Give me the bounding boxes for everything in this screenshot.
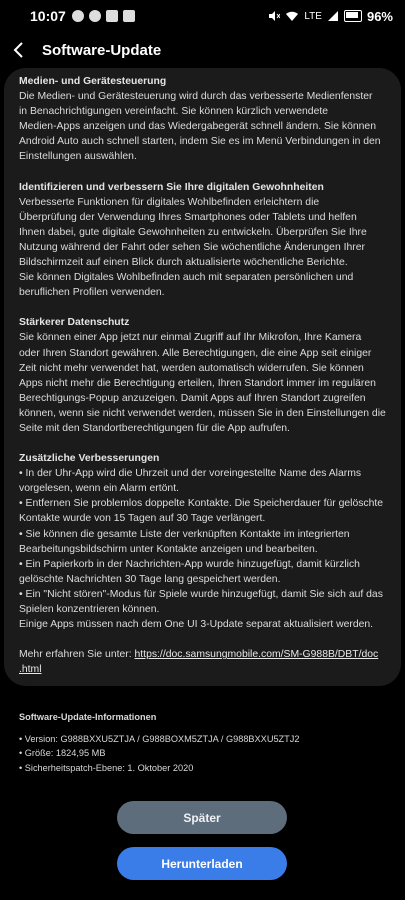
- section-text: können, wenn sie nicht verwendet werden, müssen Sie in den Einstellungen die: [19, 407, 386, 419]
- signal-icon: [327, 10, 339, 22]
- section-text: Verbesserte Funktionen für digitales Wohlbefinden erleichtern die: [19, 196, 320, 208]
- section-text: Ihnen dabei, gute digitale Gewohnheiten zu entwickeln. Überprüfen Sie Ihre: [19, 226, 367, 238]
- section-title: Zusätzliche Verbesserungen: [19, 453, 160, 465]
- section-text: Überprüfung der Verwendung Ihres Smartphones oder Tablets und helfen: [19, 211, 357, 223]
- more-info-line: [19, 662, 387, 677]
- section-digital-wellbeing: [19, 180, 387, 301]
- section-text: in Benachrichtigungen vereinfacht. Sie können kürzlich verwendete: [19, 106, 329, 118]
- more-info-prefix: Mehr erfahren Sie unter:: [19, 649, 135, 661]
- update-info-version: • Version: G988BXXU5ZTJA / G988BOXM5ZTJA / G988BXXU5ZTJ2: [19, 733, 300, 744]
- section-text: Bearbeitungsbildschirm unter Kontakte anzeigen und bearbeiten.: [19, 543, 318, 555]
- section-title: Stärkerer Datenschutz: [19, 317, 130, 329]
- section-privacy: [19, 315, 387, 436]
- section-title: Identifizieren und verbessern Sie Ihre digitalen Gewohnheiten: [19, 181, 324, 193]
- section-text: Kontakte wurde von 15 Tagen auf 30 Tage verlängert.: [19, 513, 266, 525]
- section-text: • Entfernen Sie problemlos doppelte Kontakte. Die Speicherdauer für gelöschte: [19, 498, 384, 510]
- messenger-icon: [89, 10, 101, 22]
- section-text: • Ein Papierkorb in der Nachrichten-App wurde hinzugefügt, damit kürzlich: [19, 558, 360, 570]
- section-text: gelöschte Nachrichten 30 Tage lang gespeichert werden.: [19, 573, 281, 585]
- section-text: • In der Uhr-App wird die Uhrzeit und der voreingestellte Name des Alarms: [19, 468, 362, 480]
- gallery-icon: [123, 10, 135, 22]
- section-text: Die Medien- und Gerätesteuerung wird durch das verbesserte Medienfenster: [19, 91, 373, 103]
- later-button[interactable]: Später: [117, 801, 287, 834]
- section-text: Spielen konzentrieren können.: [19, 604, 160, 615]
- status-right: [268, 0, 393, 32]
- notification-icon: [72, 10, 84, 22]
- section-text: Apps nicht mehr die Berechtigung erteilen, Ihren Standort immer im regulären: [19, 377, 376, 389]
- section-title: Medien- und Gerätesteuerung: [19, 76, 167, 87]
- update-info-title: Software-Update-Informationen: [19, 712, 157, 722]
- section-text: Bildschirmzeit auf einen Blick durch aktualisierte wöchentliche Berichte.: [19, 257, 348, 269]
- release-notes-content: [4, 68, 401, 677]
- more-info-line: [19, 647, 387, 662]
- back-arrow-icon: [12, 41, 26, 59]
- section-text: Medien-Apps anzeigen und das Wiedergabegerät schnell ändern. Sie können: [19, 121, 376, 133]
- release-notes-link-continued[interactable]: .html: [19, 664, 42, 676]
- battery-percent: 96%: [366, 8, 393, 24]
- mail-icon: [106, 10, 118, 22]
- section-text: Sie können einer App jetzt nur einmal Zugriff auf Ihr Mikrofon, Ihre Kamera: [19, 332, 362, 344]
- section-text: Android Auto auch schnell starten, indem Sie es im Menü Verbindungen in den: [19, 136, 381, 148]
- page-title: Software-Update: [42, 41, 162, 59]
- release-notes-card[interactable]: [4, 68, 401, 686]
- battery-icon: [344, 10, 362, 22]
- section-text: • Sie können die gesamte Liste der verknüpften Kontakte im integrierten: [19, 528, 350, 540]
- release-notes-link[interactable]: https://doc.samsungmobile.com/SM-G988B/DBT/doc: [134, 649, 379, 661]
- section-text: vorgelesen, wenn ein Alarm ertönt.: [19, 483, 179, 495]
- update-info-security-patch: • Sicherheitspatch-Ebene: 1. Oktober 2020: [19, 762, 194, 773]
- section-text: Nutzung während der Fahrt oder sehen Sie wöchentliche Änderungen Ihrer: [19, 241, 365, 253]
- notification-icons: [72, 10, 135, 22]
- download-button[interactable]: Herunterladen: [117, 847, 287, 880]
- section-text: Einige Apps müssen nach dem One UI 3-Update separat aktualisiert werden.: [19, 619, 374, 631]
- section-text: Zeit nicht mehr verwendet hat, werden automatisch widerrufen. Sie können: [19, 362, 364, 374]
- section-text: oder Ihren Standort gewähren. Alle Berechtigungen, die eine App seit einiger: [19, 347, 372, 359]
- back-button[interactable]: [0, 32, 38, 68]
- section-text: Seite mit den Standortberechtigungen für die App aufrufen.: [19, 422, 290, 434]
- update-info: [19, 710, 389, 775]
- network-type: LTE: [304, 10, 322, 22]
- wifi-icon: [285, 10, 299, 22]
- section-text: Berechtigungs-Popup anzuzeigen. Damit Apps auf Ihren Standort zugreifen: [19, 392, 366, 404]
- mute-icon: [268, 10, 280, 22]
- section-text: Einstellungen auswählen.: [19, 151, 137, 163]
- more-info: [19, 647, 387, 677]
- section-media-control: [19, 74, 387, 165]
- update-info-size: • Größe: 1824,95 MB: [19, 748, 106, 759]
- section-text: beruflichen Profilen verwenden.: [19, 287, 165, 299]
- status-time: 10:07: [30, 8, 66, 24]
- section-text: • Ein "Nicht stören"-Modus für Spiele wurde hinzugefügt, damit Sie sich auf das: [19, 588, 383, 600]
- app-header: [0, 32, 405, 68]
- section-text: Sie können Digitales Wohlbefinden auch mit separaten persönlichen und: [19, 272, 354, 284]
- section-additional-improvements: [19, 451, 387, 632]
- status-bar: [0, 0, 405, 32]
